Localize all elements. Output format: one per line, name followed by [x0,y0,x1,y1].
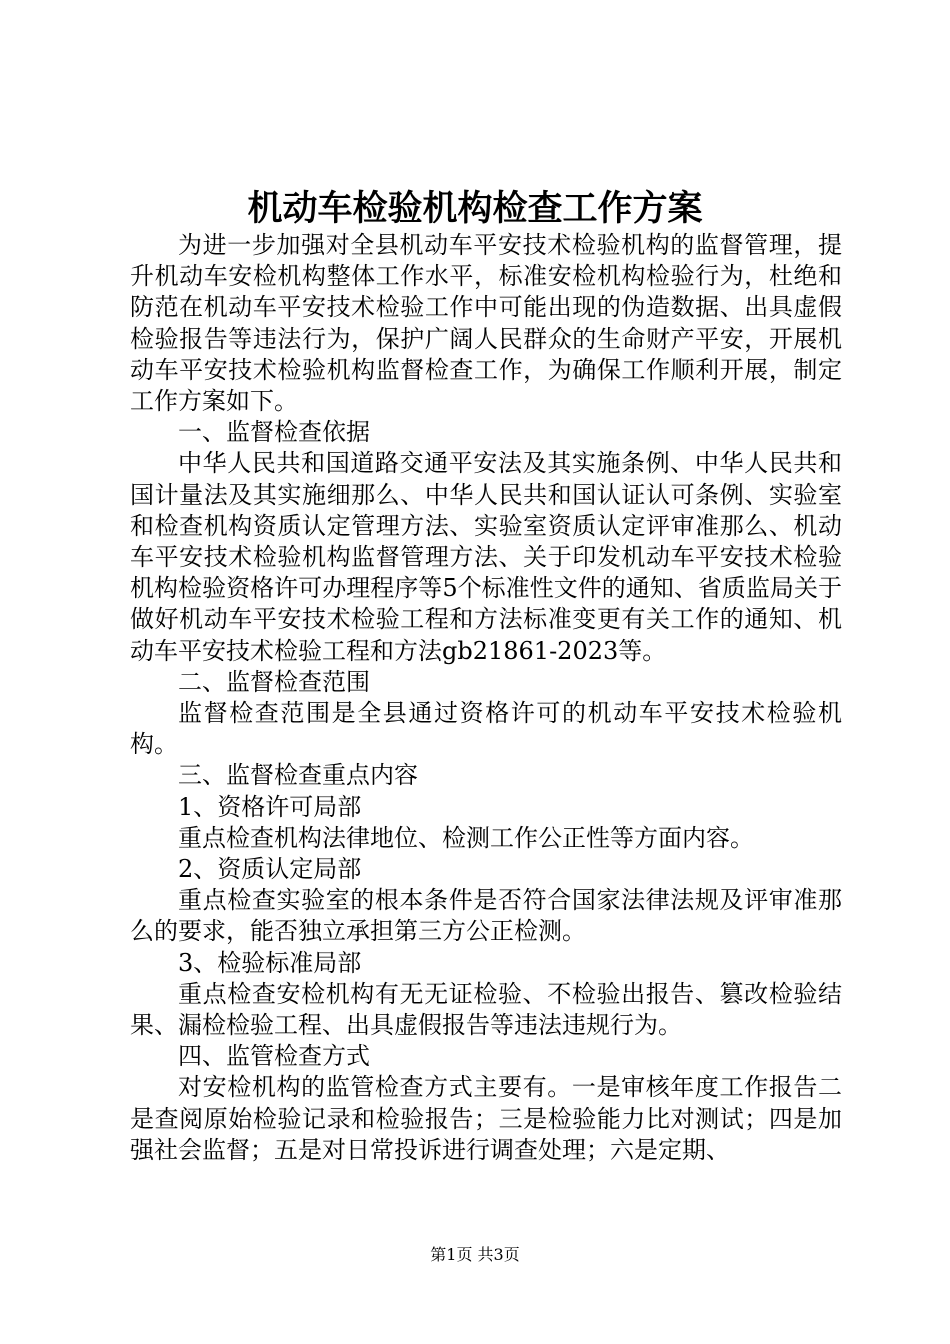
subsection-heading: 2、资质认定局部 [178,855,362,884]
body-paragraph: 监督检查范围是全县通过资格许可的机动车平安技术检验机构。 [130,699,842,759]
intro-paragraph: 为进一步加强对全县机动车平安技术检验机构的监督管理，提升机动车安检机构整体工作水平，标准安检机构检验行为，杜绝和防范在机动车平安技术检验工作中可能出现的伪造数据、出具虚假检验报告等违法行为，保护广阔人民群众的生命财产平安，开展机动车平安技术检验机构监督检查工作，为确保工作顺利开展，制定工作方案如下。 [130,231,842,416]
section-heading-4: 四、监管检查方式 [178,1042,370,1071]
body-paragraph: 重点检查机构法律地位、检测工作公正性等方面内容。 [178,823,754,852]
subsection-heading: 1、资格许可局部 [178,792,362,821]
section-heading-2: 二、监督检查范围 [178,667,370,696]
body-paragraph: 重点检查安检机构有无无证检验、不检验出报告、篡改检验结果、漏检检验工程、出具虚假报告等违法违规行为。 [130,979,842,1040]
document-body [130,230,842,1166]
body-paragraph: 对安检机构的监管检查方式主要有。一是审核年度工作报告二是查阅原始检验记录和检验报告；三是检验能力比对测试；四是加强社会监督；五是对日常投诉进行调查处理；六是定期、 [130,1073,842,1164]
body-paragraph: 重点检查实验室的根本条件是否符合国家法律法规及评审准那么的要求，能否独立承担第三方公正检测。 [130,886,842,946]
document-title: 机动车检验机构检查工作方案 [247,188,703,229]
page-number-footer: 第1页 共3页 [430,1245,520,1264]
subsection-heading: 3、检验标准局部 [178,948,362,977]
body-paragraph: 中华人民共和国道路交通平安法及其实施条例、中华人民共和国计量法及其实施细那么、中华人民共和国认证认可条例、实验室和检查机构资质认定管理方法、实验室资质认定评审准那么、机动车平安技术检验机构监督管理方法、关于印发机动车平安技术检验机构检验资格许可办理程序等5个标准性文件的通知、省质监局关于做好机动车平安技术检验工程和方法标准变更有关工作的通知、机动车平安技术检验工程和方法gb21861-2023等。 [130,449,842,665]
section-heading-1: 一、监督检查依据 [178,418,370,447]
section-heading-3: 三、监督检查重点内容 [178,761,418,790]
